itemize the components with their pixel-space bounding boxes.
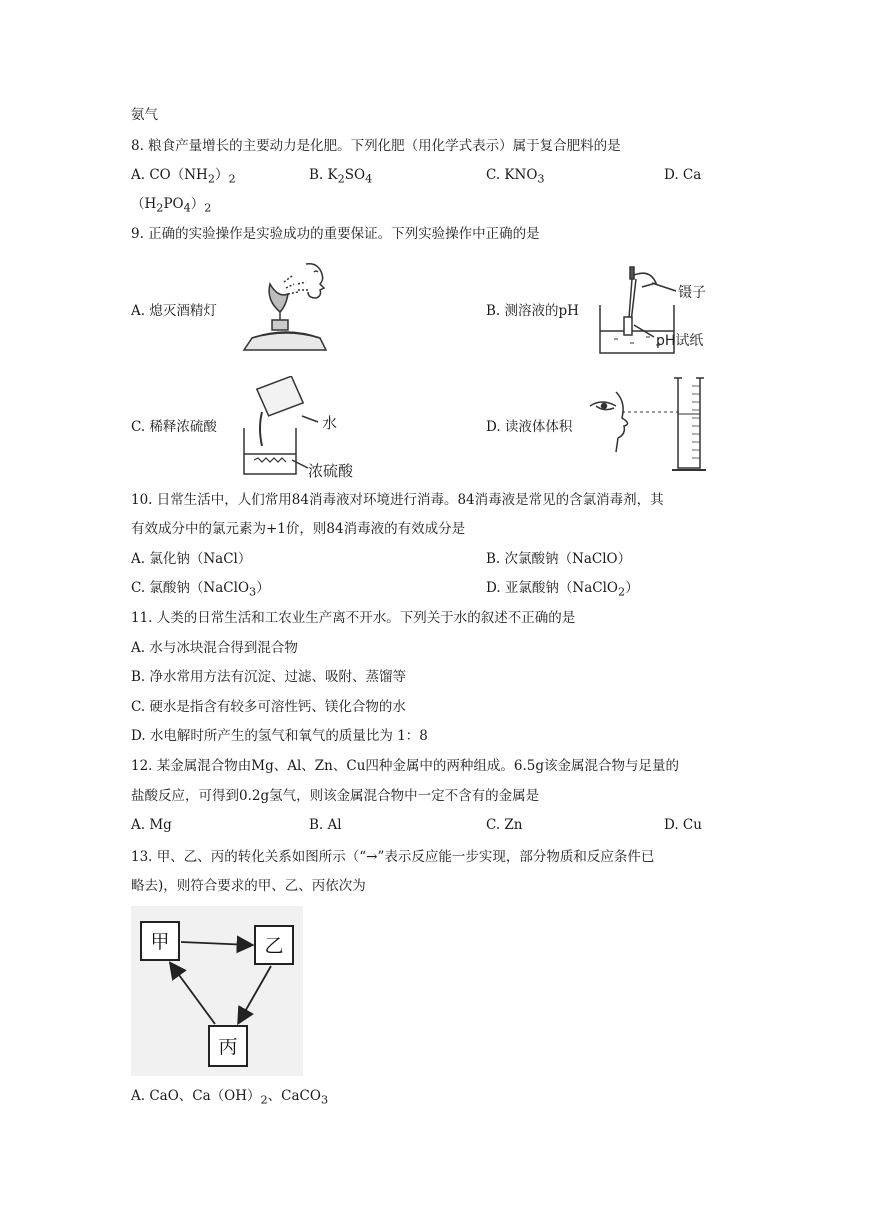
question-12-option-b[interactable]: B. Al xyxy=(309,817,342,833)
question-8-option-a[interactable]: A. $CO(NH_2)_2$ xyxy=(131,167,236,186)
question-11-option-d[interactable]: D. 水电解时所产生的氢气和氧气的质量比为 1：8 xyxy=(131,728,428,744)
question-11-option-a[interactable]: A. 水与冰块混合得到混合物 xyxy=(131,640,298,656)
node-yi-label: 乙 xyxy=(264,935,284,957)
water-label: 水 xyxy=(322,414,338,432)
question-9-option-c[interactable]: C. 稀释浓硫酸 xyxy=(131,419,217,435)
question-8-option-b[interactable]: B. $K_2SO_4$ xyxy=(309,167,373,186)
question-11-stem: 11. 人类的日常生活和工农业生产离不开水。下列关于水的叙述不正确的是 xyxy=(131,610,576,626)
question-9-option-d[interactable]: D. 读液体体积 xyxy=(486,419,573,435)
alcohol-lamp-blowing-figure xyxy=(236,258,332,358)
question-8-stem: 8. 粮食产量增长的主要动力是化肥。下列化肥（用化学式表示）属于复合肥料的是 xyxy=(131,138,621,154)
question-8-option-d[interactable]: D. Ca xyxy=(664,167,702,183)
sulfuric-acid-label: 浓硫酸 xyxy=(308,462,354,480)
question-12-stem-line2: 盐酸反应，可得到0.2g氢气，则该金属混合物中一定不含有的金属是 xyxy=(131,788,540,804)
question-10-option-b[interactable]: B. 次氯酸钠（NaClO） xyxy=(486,551,632,567)
ph-paper-label: pH试纸 xyxy=(656,333,704,349)
question-12-option-d[interactable]: D. Cu xyxy=(664,817,702,833)
previous-question-tail: 氨气 xyxy=(131,107,158,123)
question-13-stem-line2: 略去)，则符合要求的甲、乙、丙依次为 xyxy=(131,878,366,894)
question-10-stem-line2: 有效成分中的氯元素为+1价，则84消毒液的有效成分是 xyxy=(131,521,466,537)
ph-test-figure xyxy=(594,265,744,361)
question-8-option-d-continued: $(H_2PO_4)_2$ xyxy=(131,196,212,215)
question-13-option-a[interactable]: A. CaO、$Ca(OH)_2$、CaCO$_3$ xyxy=(131,1088,329,1107)
question-12-stem-line1: 12. 某金属混合物由Mg、Al、Zn、Cu四种金属中的两种组成。6.5g该金属混合物与足量的 xyxy=(131,758,680,774)
question-13-stem-line1: 13. 甲、乙、丙的转化关系如图所示（“→”表示反应能一步实现，部分物质和反应条件已 xyxy=(131,849,655,865)
conversion-relation-diagram xyxy=(131,906,303,1076)
question-10-option-a[interactable]: A. 氯化钠（NaCl） xyxy=(131,551,252,567)
dilute-sulfuric-acid-figure xyxy=(236,376,376,480)
node-bing-label: 丙 xyxy=(218,1036,238,1058)
question-9-option-a[interactable]: A. 熄灭酒精灯 xyxy=(131,303,217,319)
question-12-option-a[interactable]: A. Mg xyxy=(131,817,172,833)
question-10-option-c[interactable]: C. 氯酸钠（NaClO$_3$） xyxy=(131,580,270,599)
question-11-option-b[interactable]: B. 净水常用方法有沉淀、过滤、吸附、蒸馏等 xyxy=(131,669,407,685)
question-10-option-d[interactable]: D. 亚氯酸钠（NaClO$_2$） xyxy=(486,580,639,599)
node-jia-label: 甲 xyxy=(150,931,170,953)
question-11-option-c[interactable]: C. 硬水是指含有较多可溶性钙、镁化合物的水 xyxy=(131,699,406,715)
question-9-option-b[interactable]: B. 测溶液的pH xyxy=(486,303,579,319)
question-9-stem: 9. 正确的实验操作是实验成功的重要保证。下列实验操作中正确的是 xyxy=(131,226,540,242)
question-8-option-c[interactable]: C. $KNO_3$ xyxy=(486,167,545,186)
question-10-stem-line1: 10. 日常生活中，人们常用84消毒液对环境进行消毒。84消毒液是常见的含氯消毒剂，其 xyxy=(131,492,664,508)
read-volume-figure xyxy=(588,372,718,474)
tweezers-label: 镊子 xyxy=(678,285,706,301)
question-12-option-c[interactable]: C. Zn xyxy=(486,817,523,833)
